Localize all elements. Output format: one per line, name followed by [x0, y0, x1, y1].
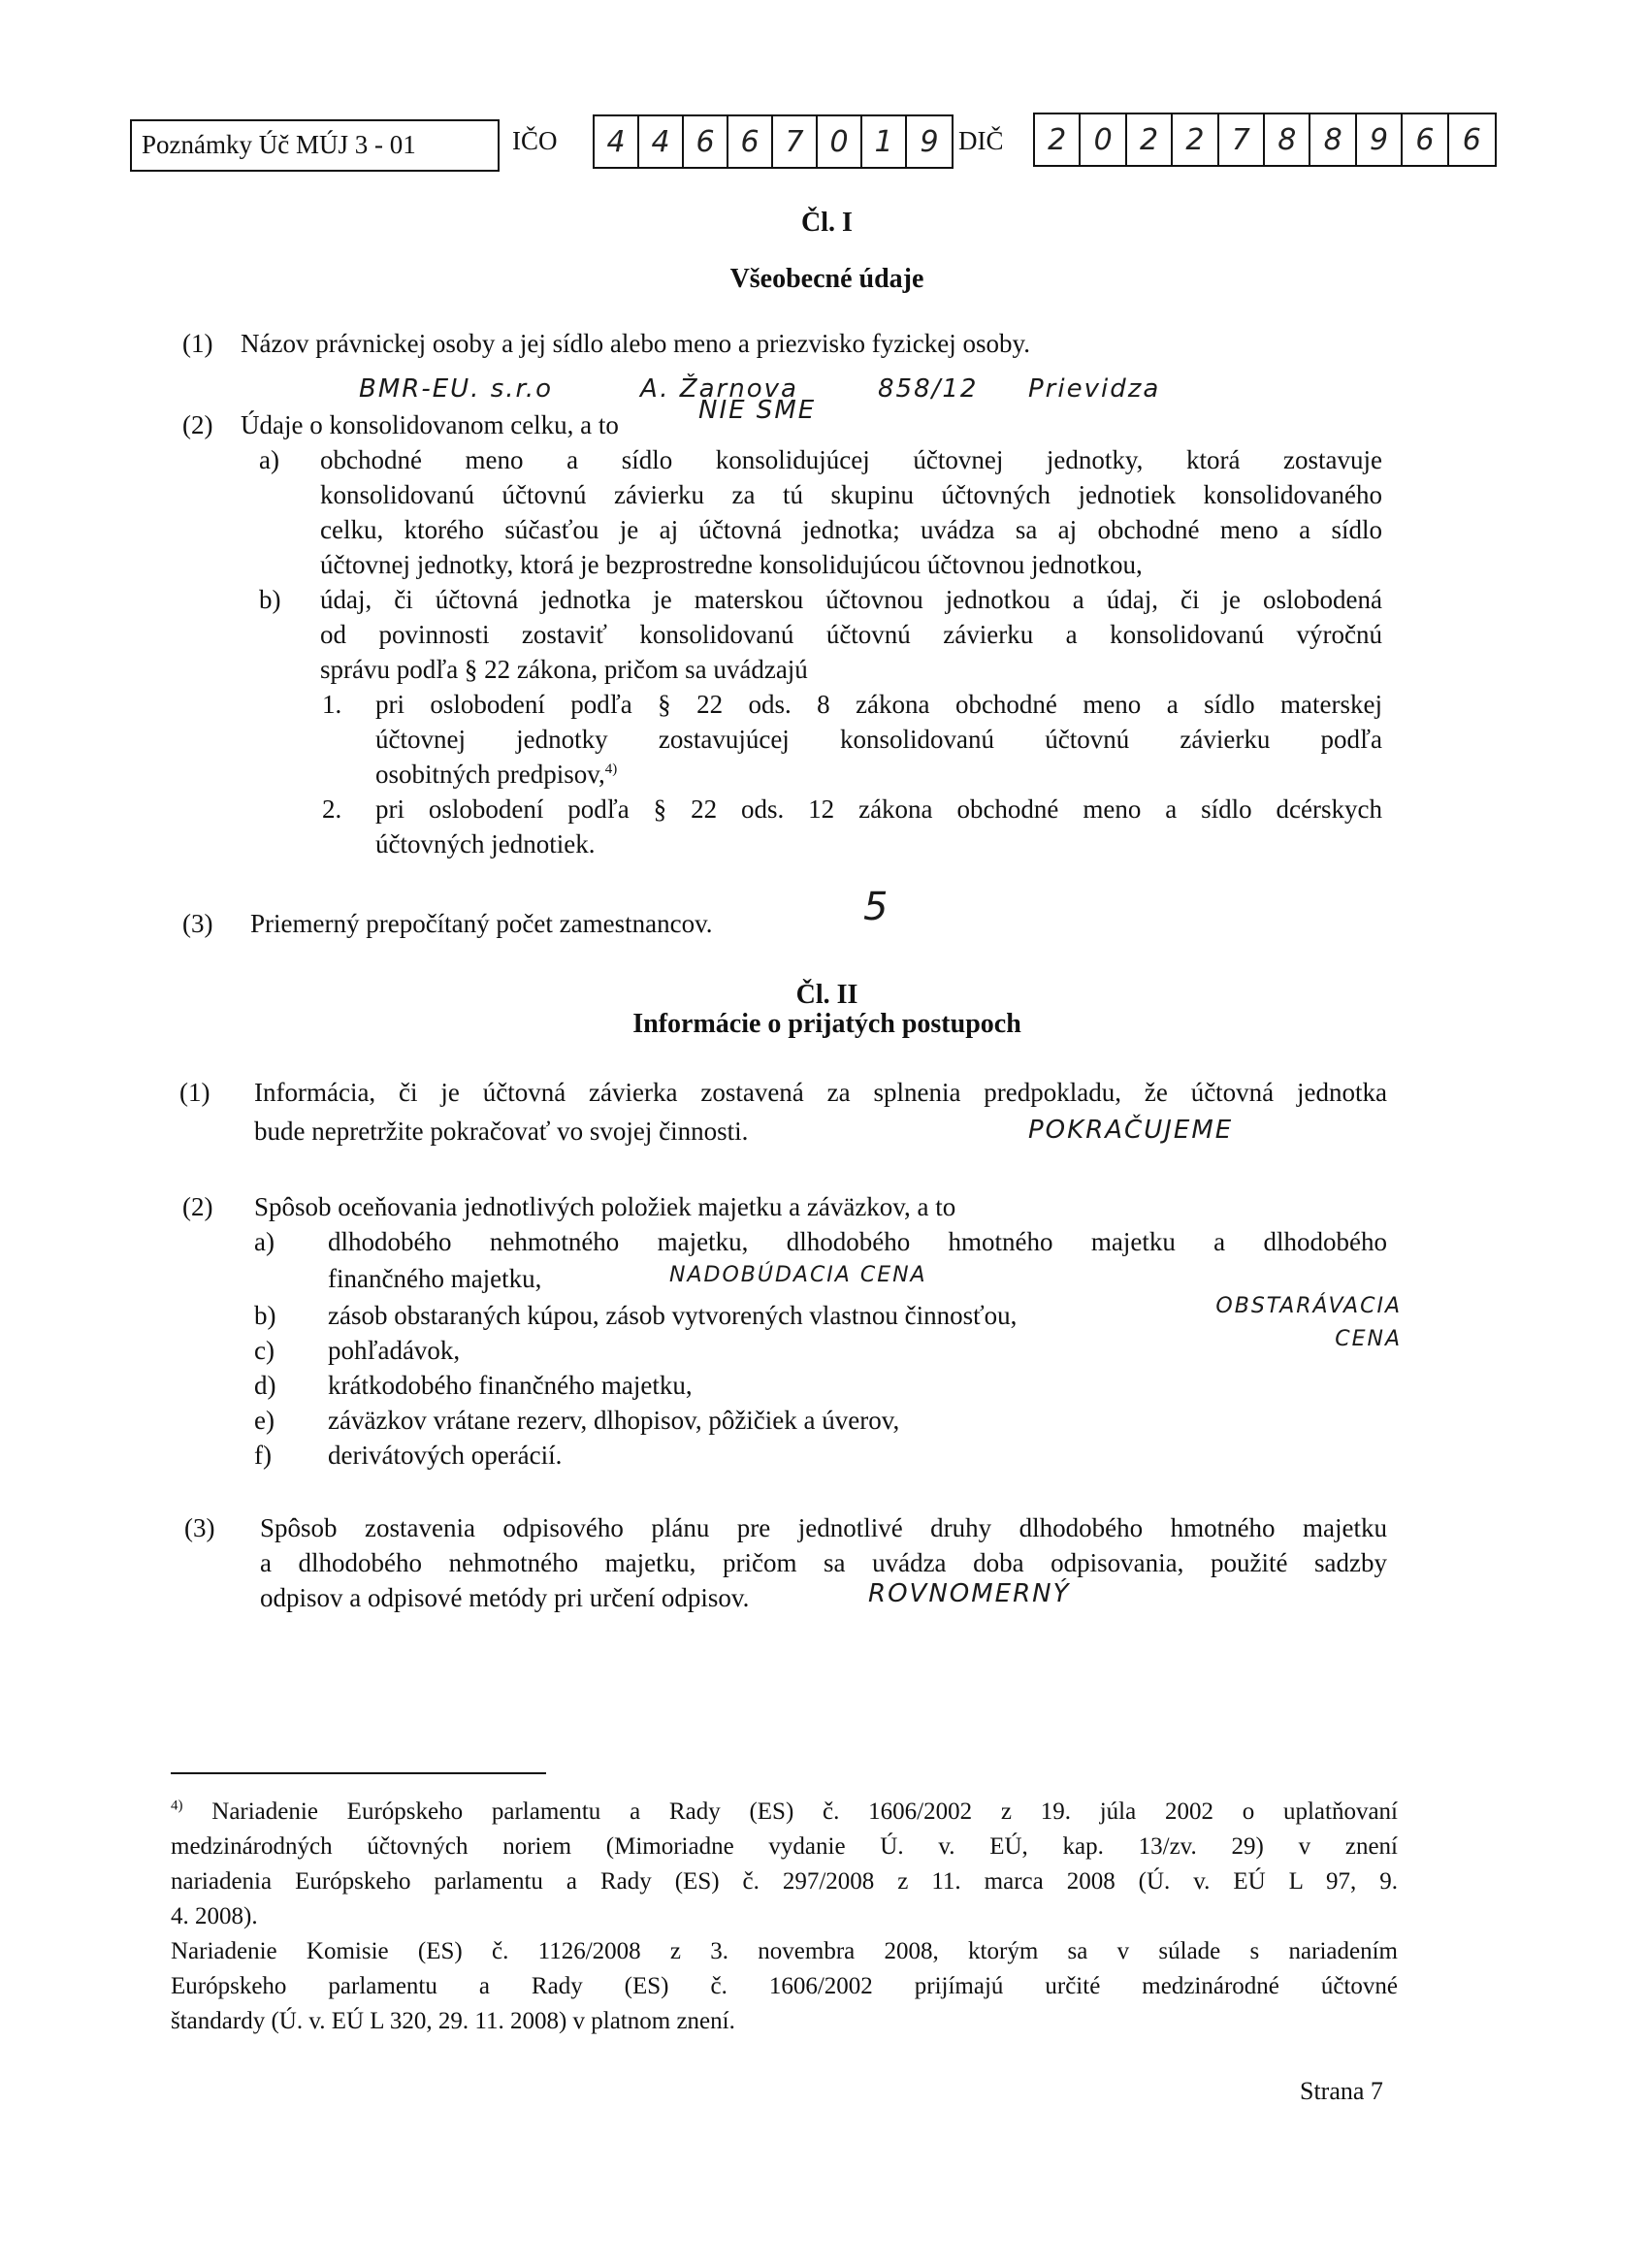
a1-item3-num: (3) [182, 909, 213, 938]
article2-title: Informácie o prijatých postupoch [632, 1009, 1021, 1039]
ico-label: IČO [512, 126, 558, 155]
handwritten-employee-count: 5 [863, 885, 890, 929]
handwritten-number: 858/12 [878, 374, 979, 404]
a2-sub-e-label: e) [254, 1406, 275, 1435]
article1-title: Všeobecné údaje [729, 264, 924, 294]
a2-sub-b-label: b) [254, 1301, 276, 1330]
footnote-divider [171, 1772, 546, 1774]
article1-number: Čl. I [801, 208, 853, 238]
a1-item2-a-label: a) [259, 445, 279, 474]
a2-sub-e-line: záväzkov vrátane rezerv, dlhopisov, pôžičiek a úverov, [328, 1406, 900, 1435]
ico-field[interactable] [593, 114, 954, 169]
a2-item2-text: Spôsob oceňovania jednotlivých položiek majetku a záväzkov, a to [254, 1192, 956, 1221]
ico-digit: 6 [684, 116, 728, 167]
footnote-line: Nariadenie Komisie (ES) č. 1126/2008 z 3. novembra 2008, ktorým sa v súlade s nariadením [171, 1938, 1398, 1964]
a2-sub-f-line: derivátových operácií. [328, 1441, 563, 1470]
footnote-line: nariadenia Európskeho parlamentu a Rady (ES) č. 297/2008 z 11. marca 2008 (Ú. v. EÚ L 97, 9. [171, 1868, 1398, 1895]
a2-sub-a-line: finančného majetku, [328, 1264, 542, 1293]
a2-sub-a-label: a) [254, 1227, 275, 1256]
a1-item3-text: Priemerný prepočítaný počet zamestnancov. [250, 909, 713, 938]
a1-item1-num: (1) [182, 329, 213, 358]
dic-digit: 6 [1403, 114, 1448, 165]
a1-item2-b-label: b) [259, 585, 281, 614]
a1-item1-text: Názov právnickej osoby a jej sídlo alebo meno a priezvisko fyzickej osoby. [241, 329, 1031, 358]
a1-item2-b-line: od povinnosti zostaviť konsolidovanú účtovnú závierku a konsolidovanú výročnú [320, 620, 1382, 649]
handwritten-city: Prievidza [1028, 374, 1161, 404]
a1-sub1-line: pri oslobodení podľa § 22 ods. 8 zákona obchodné meno a sídlo materskej [375, 690, 1382, 719]
handwritten-valuation-a: NADOBÚDACIA CENA [669, 1263, 927, 1287]
dic-digit: 9 [1357, 114, 1403, 165]
dic-digit: 6 [1462, 122, 1481, 157]
handwritten-valuation-b: OBSTARÁVACIA CENA [1215, 1294, 1402, 1351]
handwritten-street: A. Žarnova [640, 374, 798, 404]
ico-digit: 7 [773, 116, 818, 167]
ico-digit: 1 [862, 116, 907, 167]
a2-sub-a-line: dlhodobého nehmotného majetku, dlhodobého hmotného majetku a dlhodobého [328, 1227, 1387, 1256]
a2-item1-num: (1) [179, 1078, 210, 1107]
handwritten-company-name: BMR-EU. s.r.o [359, 374, 553, 404]
a1-sub2-line: pri oslobodení podľa § 22 ods. 12 zákona obchodné meno a sídlo dcérskych [375, 794, 1382, 824]
a1-sub2-line: účtovných jednotiek. [375, 829, 596, 859]
footnote-marker: 4) [171, 1798, 183, 1814]
ico-digit: 4 [595, 116, 639, 167]
dic-digit: 2 [1173, 114, 1218, 165]
footnote-ref[interactable]: 4) [604, 761, 618, 777]
ico-digit: 0 [818, 116, 862, 167]
a1-item2-b-sub1-label: 1. [322, 690, 342, 719]
a2-item1-line: bude nepretržite pokračovať vo svojej činnosti. [254, 1117, 749, 1146]
dic-digit: 8 [1265, 114, 1310, 165]
dic-digit: 7 [1219, 114, 1265, 165]
footnote-line: Európskeho parlamentu a Rady (ES) č. 1606/2002 prijímajú určité medzinárodné účtovné [171, 1973, 1398, 1999]
a1-item2-b-sub2-label: 2. [322, 794, 342, 824]
handwritten-depreciation-method: ROVNOMERNÝ [868, 1579, 1071, 1608]
a1-item2-a-line: účtovnej jednotky, ktorá je bezprostredne konsolidujúcou účtovnou jednotkou, [320, 550, 1143, 579]
a1-sub1-line: osobitných predpisov,$^{4)}$ [375, 760, 618, 789]
a1-item2-b-line: správu podľa § 22 zákona, pričom sa uvádzajú [320, 655, 808, 684]
a2-item3-line: odpisov a odpisové metódy pri určení odpisov. [260, 1583, 750, 1612]
handwritten-going-concern: POKRAČUJEME [1028, 1116, 1234, 1145]
page-number: Strana 7 [1300, 2077, 1383, 2105]
a1-sub1-line: účtovnej jednotky zostavujúcej konsolidovanú účtovnú závierku podľa [375, 725, 1382, 754]
form-label: Poznámky Úč MÚJ 3 - 01 [142, 130, 416, 159]
handwritten-consolidation: NIE SME [698, 396, 817, 425]
a2-item3-line: a dlhodobého nehmotného majetku, pričom sa uvádza doba odpisovania, použité sadzby [260, 1548, 1387, 1577]
dic-field[interactable] [1033, 113, 1497, 167]
a2-sub-b-line: zásob obstaraných kúpou, zásob vytvorených vlastnou činnosťou, [328, 1301, 1018, 1330]
a2-sub-d-line: krátkodobého finančného majetku, [328, 1371, 693, 1400]
footnote-line: medzinárodných účtovných noriem (Mimoriadne vydanie Ú. v. EÚ, kap. 13/zv. 29) v znení [171, 1833, 1398, 1860]
a2-sub-c-label: c) [254, 1336, 275, 1365]
a2-item1-line: Informácia, či je účtovná závierka zostavená za splnenia predpokladu, že účtovná jednotka [254, 1078, 1387, 1107]
a1-item2-a-line: celku, ktorého súčasťou je aj účtovná jednotka; uvádza sa aj obchodné meno a sídlo [320, 515, 1382, 544]
a2-sub-f-label: f) [254, 1441, 272, 1470]
footnote-line: štandardy (Ú. v. EÚ L 320, 29. 11. 2008) v platnom znení. [171, 2008, 735, 2034]
dic-digit: 2 [1127, 114, 1173, 165]
ico-digit: 4 [639, 116, 684, 167]
a2-item3-num: (3) [184, 1513, 215, 1542]
a2-sub-d-label: d) [254, 1371, 276, 1400]
a1-item2-a-line: obchodné meno a sídlo konsolidujúcej účtovnej jednotky, ktorá zostavuje [320, 445, 1382, 474]
ico-digit: 9 [920, 124, 939, 159]
footnote-line: 4. 2008). [171, 1903, 258, 1929]
a2-sub-c-line: pohľadávok, [328, 1336, 461, 1365]
a1-item2-num: (2) [182, 410, 213, 439]
article2-number: Čl. II [795, 980, 858, 1010]
a2-item3-line: Spôsob zostavenia odpisového plánu pre jednotlivé druhy dlhodobého hmotného majetku [260, 1513, 1387, 1542]
dic-digit: 2 [1035, 114, 1081, 165]
a2-item2-num: (2) [182, 1192, 213, 1221]
ico-digit: 6 [728, 116, 773, 167]
footnote-line: $^{4)}$ Nariadenie Európskeho parlamentu a Rady (ES) č. 1606/2002 z 19. júla 2002 o uplatňovaní [171, 1798, 1398, 1825]
form-label-box [130, 119, 500, 172]
a1-item2-b-line: údaj, či účtovná jednotka je materskou účtovnou jednotkou a údaj, či je oslobodená [320, 585, 1382, 614]
dic-digit: 0 [1081, 114, 1126, 165]
a1-item2-a-line: konsolidovanú účtovnú závierku za tú skupinu účtovných jednotiek konsolidovaného [320, 480, 1382, 509]
dic-digit: 8 [1310, 114, 1356, 165]
dic-label: DIČ [958, 126, 1004, 155]
a1-item2-text: Údaje o konsolidovanom celku, a to [241, 410, 619, 439]
